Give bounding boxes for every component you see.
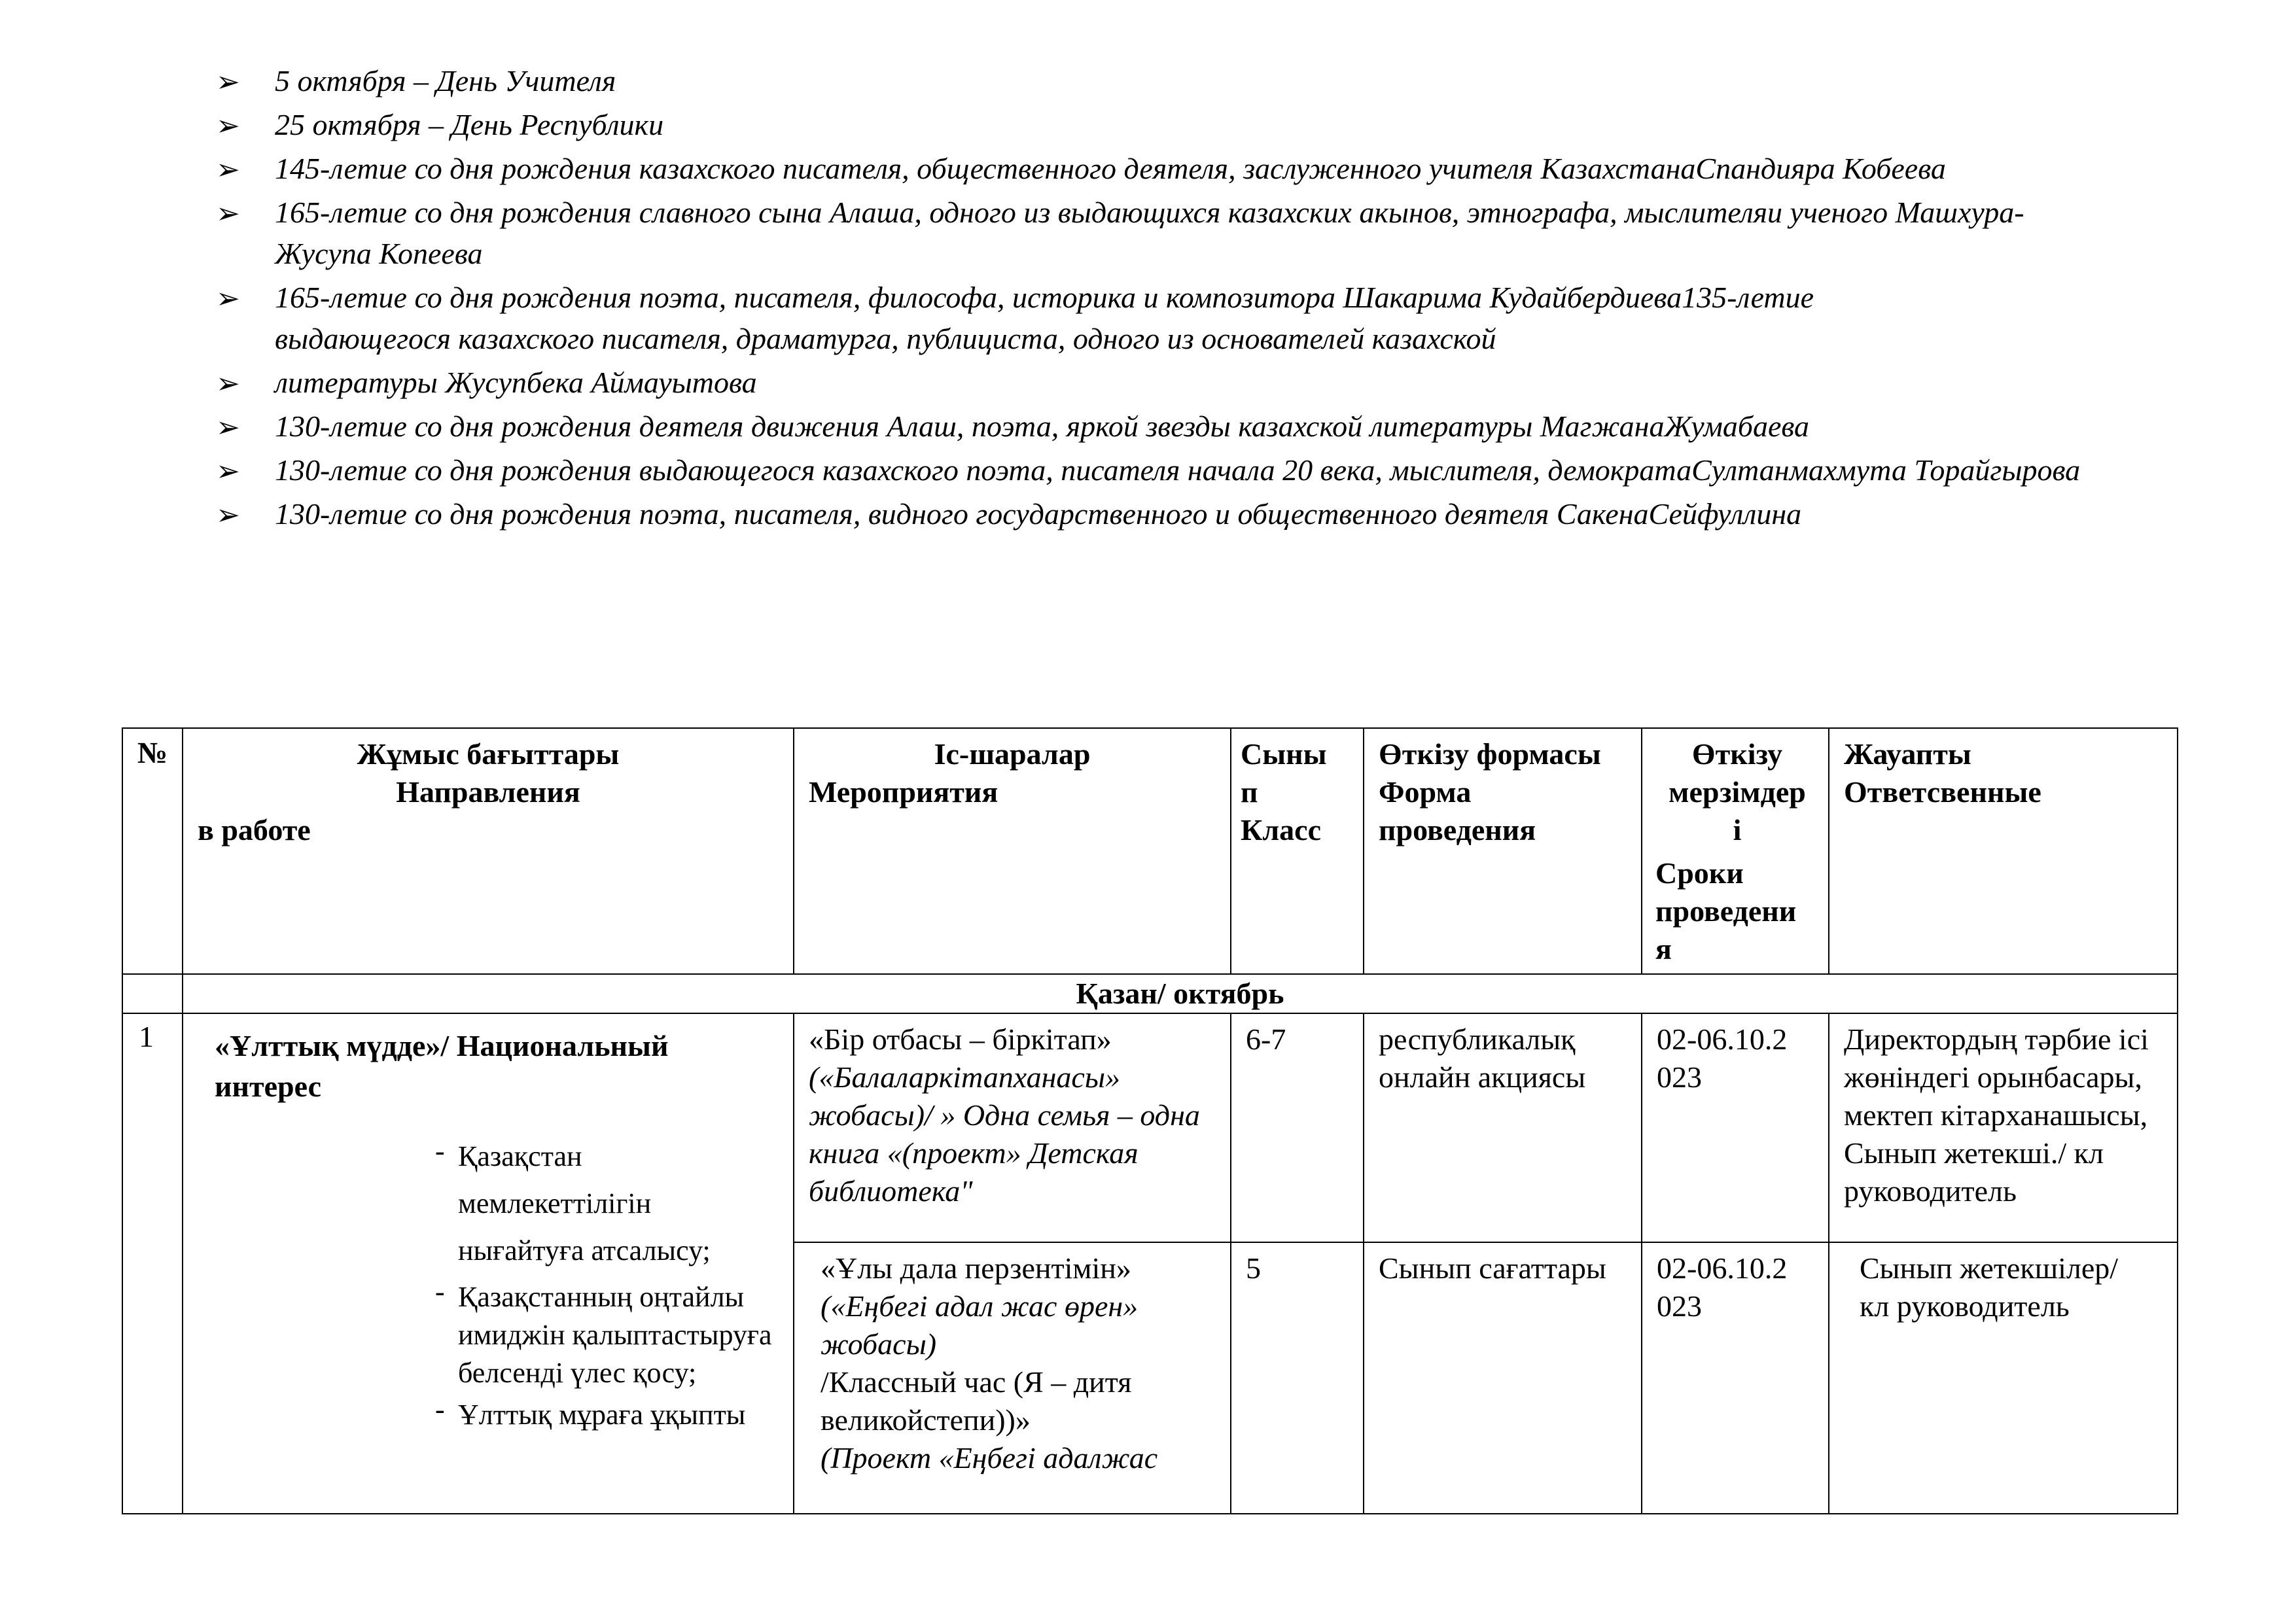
responsible-cell: Директордың тәрбие ісі жөніндегі орынбасары, мектеп кітарханашысы, Сынып жетекші./ кл руководитель	[1829, 1013, 2178, 1242]
month-row	[122, 974, 2178, 1013]
header-events	[794, 728, 1231, 974]
bullet-item: ➢ 25 октября – День Республики	[216, 104, 2113, 145]
arrow-bullet-icon: ➢	[216, 198, 240, 230]
direction-title: «Ұлттық мүдде»/ Национальный интерес	[215, 1029, 669, 1103]
bullet-item: ➢ 145-летие со дня рождения казахского писателя, общественного деятеля, заслуженного учителя КазахстанаСпандияра Кобеева	[216, 148, 2113, 189]
header-num: №	[122, 728, 183, 974]
responsible-cell: Сынып жетекшілер/ кл руководитель	[1829, 1242, 2178, 1514]
row-direction	[183, 1013, 794, 1514]
header-direction-ru2: в работе	[198, 813, 311, 846]
bullet-item: ➢ 165-летие со дня рождения славного сына Алаша, одного из выдающихся казахских акынов, этнографа, мыслителяи ученого Машхура-Жусупа Копеева	[216, 192, 2113, 274]
arrow-bullet-icon: ➢	[216, 411, 240, 444]
form-cell: Сынып сағаттары	[1364, 1242, 1642, 1514]
event-cell: «Ұлы дала перзентімін» («Еңбегі адал жас өрен» жобасы) /Классный час (Я – дитя великойстепи))» (Проект «Еңбегі адалжас	[794, 1242, 1231, 1514]
arrow-bullet-icon: ➢	[216, 110, 240, 142]
header-form: Өткізу формасы Форма проведения	[1364, 728, 1642, 974]
arrow-bullet-icon: ➢	[216, 154, 240, 186]
arrow-bullet-icon: ➢	[216, 368, 240, 400]
bullet-item: ➢ 165-летие со дня рождения поэта, писателя, философа, историка и композитора Шакарима Кудайбердиева135-летие выдающегося казахского писателя, драматурга, публициста, одного из основателей казахской	[216, 277, 2113, 359]
bullet-item: ➢ 130-летие со дня рождения поэта, писателя, видного государственного и общественного деятеля СакенаСейфуллина	[216, 493, 2113, 534]
header-responsible: Жауапты Ответсвенные	[1829, 728, 2178, 974]
bullet-item: ➢ 5 октября – День Учителя	[216, 60, 2113, 101]
direction-item: - Қазақстан мемлекеттілігін нығайтуға атсалысу;	[435, 1135, 711, 1266]
table-header-row	[122, 728, 2178, 974]
class-cell: 5	[1231, 1242, 1364, 1514]
header-events-ru: Мероприятия	[809, 775, 998, 809]
direction-item: - Қазақстанның оңтайлы имиджін қалыптастыруға белсенді үлес қосу;	[435, 1276, 772, 1389]
header-direction-ru: Направления	[396, 775, 580, 809]
event-bullet-list	[216, 60, 2113, 537]
month-num-cell	[122, 974, 183, 1013]
table-row	[122, 1013, 2178, 1242]
row-num: 1	[122, 1013, 183, 1514]
event-cell: «Бір отбасы – біркітап» («Балаларкітапханасы» жобасы)/ » Одна семья – одна книга «(проект» Детская библиотека"	[794, 1013, 1231, 1242]
bullet-item: ➢ 130-летие со дня рождения деятеля движения Алаш, поэта, яркой звезды казахской литературы МагжанаЖумабаева	[216, 406, 2113, 447]
bullet-item: ➢ 130-летие со дня рождения выдающегося казахского поэта, писателя начала 20 века, мыслителя, демократаСултанмахмута Торайгырова	[216, 449, 2113, 491]
arrow-bullet-icon: ➢	[216, 499, 240, 531]
header-events-kz: Іс-шаралар	[934, 737, 1091, 771]
form-cell: республикалық онлайн акциясы	[1364, 1013, 1642, 1242]
bullet-item: ➢ литературы Жусупбека Аймауытова	[216, 362, 2113, 403]
direction-items	[183, 1133, 793, 1434]
direction-item: - Ұлттық мұраға ұқыпты	[435, 1393, 746, 1431]
dates-cell: 02-06.10.2023	[1642, 1242, 1829, 1514]
arrow-bullet-icon: ➢	[216, 66, 240, 98]
month-label: Қазан/ октябрь	[183, 974, 2178, 1013]
header-direction	[183, 728, 794, 974]
arrow-bullet-icon: ➢	[216, 455, 240, 487]
class-cell: 6-7	[1231, 1013, 1364, 1242]
plan-table	[122, 727, 2178, 1514]
arrow-bullet-icon: ➢	[216, 283, 240, 315]
dates-cell: 02-06.10.2023	[1642, 1013, 1829, 1242]
header-class: Сыны п Класс	[1231, 728, 1364, 974]
header-dates: Өткізу мерзімдер і Сроки проведени я	[1642, 728, 1829, 974]
header-direction-kz: Жұмыс бағыттары	[357, 737, 620, 771]
